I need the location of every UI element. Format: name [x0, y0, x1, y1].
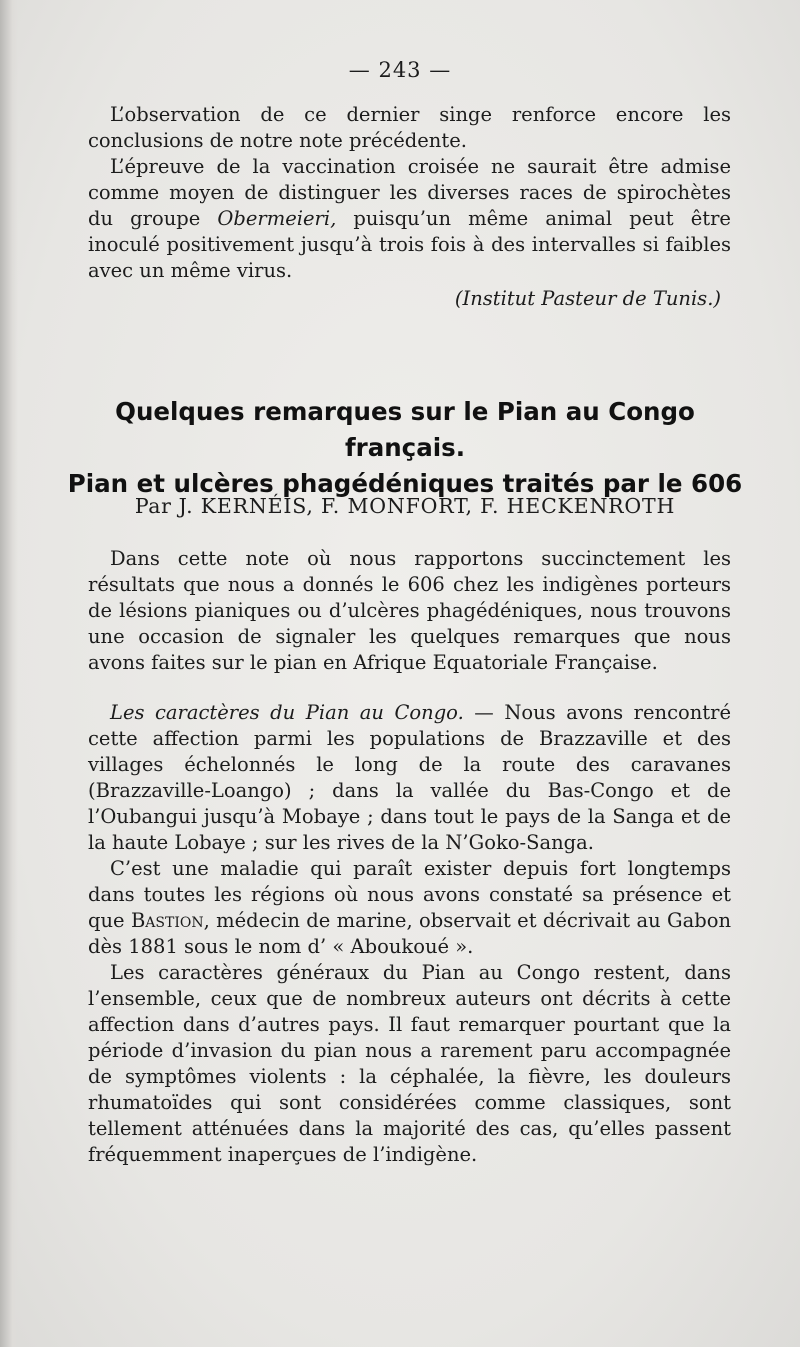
article-paragraph-3-text-start: C’est une maladie qui paraît exister depuis fort longtemps dans toutes les régions où nous avons constaté sa présence et que: [88, 857, 731, 932]
article-paragraph-4: Les caractères généraux du Pian au Congo restent, dans l’ensemble, ceux que de nombreux auteurs ont décrits à cette affection dans d’autres pays. Il faut remarquer pourtant que la période d’invasion du pian nous a rarement paru accompagnée de symptômes violents : la céphalée, la fièvre, les douleurs rhumatoïdes qui sont considérées comme classiques, sont tellement atténuées dans la majorité des cas, qu’elles passent fréquemment inaperçues de l’indigène.: [88, 961, 731, 1166]
article-paragraph-3: [88, 856, 731, 960]
author-name-bastion: Bastion: [130, 909, 204, 932]
species-name: Obermeieri,: [217, 207, 337, 230]
article-paragraph-2-text: Nous avons rencontré cette affection parmi les populations de Brazzaville et des villages échelonnés le long de la route des caravanes (Brazzaville-Loango) ; dans la vallée du Bas-Congo et de l’Oubangui jusqu’à Mobaye ; dans tout le pays de la Sanga et de la haute Lobaye ; sur les rives de la N’Goko-Sanga.: [88, 701, 731, 854]
article-title-line-1: Quelques remarques sur le Pian au Congo français.: [115, 397, 695, 462]
article-byline: [60, 494, 750, 518]
previous-article-ending: [88, 102, 731, 312]
article-body: [88, 546, 731, 1168]
article-paragraph-1: Dans cette note où nous rapportons succinctement les résultats que nous a donnés le 606 chez les indigènes porteurs de lésions pianiques ou d’ulcères phagédéniques, nous trouvons une occasion de signaler les quelques remarques que nous avons faites sur le pian en Afrique Equatoriale Française.: [88, 547, 731, 674]
intro-paragraph-1: L’observation de ce dernier singe renforce encore les conclusions de notre note précédente.: [88, 103, 731, 152]
section-dash: —: [463, 701, 505, 724]
page-spine-shadow: [0, 0, 18, 1347]
byline-prefix: Par: [134, 494, 172, 518]
intro-paragraph-2: [88, 154, 731, 284]
page-number: — 243 —: [348, 58, 452, 82]
section-heading: Les caractères du Pian au Congo.: [110, 701, 464, 724]
article-paragraph-2: [88, 700, 731, 856]
article-paragraph-3-text-end: , médecin de marine, observait et décrivait au Gabon dès 1881 sous le nom d’ « Aboukoué ».: [88, 909, 732, 958]
byline-authors: J. KERNÉIS, F. MONFORT, F. HECKENROTH: [178, 494, 676, 518]
intro-paragraph-2-text-end: puisqu’un même animal peut être inoculé positivement jusqu’à trois fois à des intervalles si faibles avec un même virus.: [88, 207, 731, 282]
article-title-line-2: Pian et ulcères phagédéniques traités par le 606: [67, 469, 743, 498]
intro-paragraph-2-text-start: L’épreuve de la vaccination croisée ne saurait être admise comme moyen de distinguer les diverses races de spirochètes du groupe: [88, 155, 731, 230]
article-title: [60, 394, 750, 502]
institution-signature: (Institut Pasteur de Tunis.): [454, 287, 721, 310]
